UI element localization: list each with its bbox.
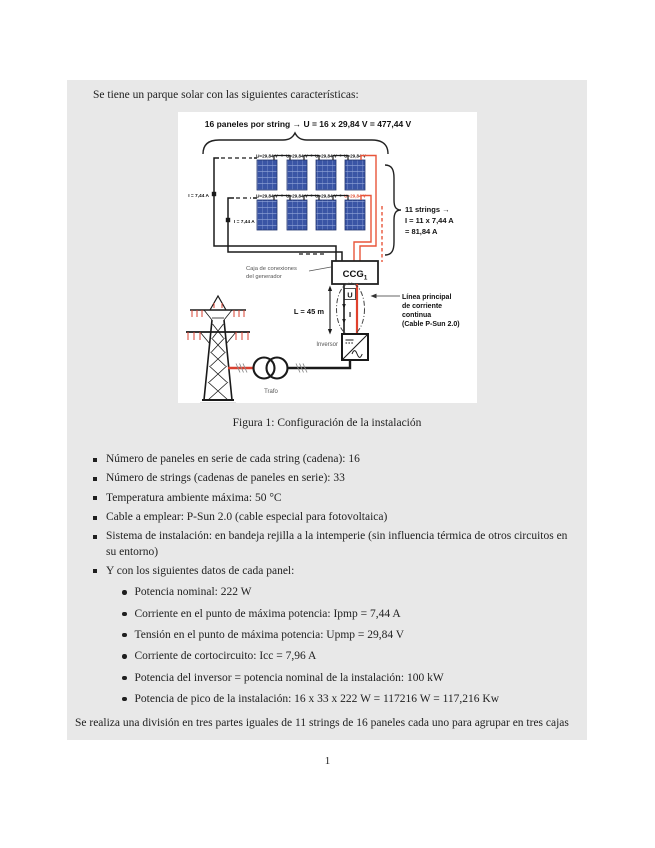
square-bullet-icon <box>93 496 97 500</box>
string-current-label: I = 7,44 A <box>188 194 209 199</box>
solar-panel <box>345 160 365 190</box>
list-item-text: Número de strings (cadenas de paneles en serie): 33 <box>106 472 345 485</box>
dc-line-label-4: (Cable P-Sun 2.0) <box>402 321 460 328</box>
square-bullet-icon <box>93 569 97 573</box>
page-number: 1 <box>324 755 331 767</box>
list-item <box>93 564 577 579</box>
panel-voltage-label-red: U=29,84 V <box>344 193 366 199</box>
cable-length-label: L = 45 m <box>293 307 324 316</box>
list-item <box>122 671 577 686</box>
callout-arrow <box>371 294 377 299</box>
i-label: I <box>348 310 352 319</box>
round-bullet-icon <box>122 590 127 595</box>
list-item-text: Tensión en el punto de máxima potencia: Upmp = 29,84 V <box>134 628 405 641</box>
figure-title: 16 paneles por string → U = 16 x 29,84 V = 477,44 V <box>204 119 412 129</box>
ccg-label: $CCG_1$ <box>342 269 368 282</box>
junction-label-leader <box>309 267 331 271</box>
list-item-text: Temperatura ambiente máxima: 50 °C <box>106 491 282 504</box>
panel-voltage-label: U=29,84 V <box>256 153 278 159</box>
round-bullet-icon <box>122 612 127 617</box>
list-item-text: Potencia nominal: 222 W <box>134 586 252 599</box>
round-bullet-icon <box>122 676 127 681</box>
solar-panel <box>257 200 277 230</box>
list-item <box>122 649 577 664</box>
strings-total-line2: I = 11 x 7,44 A <box>405 216 454 225</box>
strings-brace <box>385 165 401 255</box>
list-item-text: Cable a emplear: P-Sun 2.0 (cable especial para fotovoltaica) <box>106 511 388 524</box>
list-item <box>122 585 577 600</box>
dc-line-label-1: Línea principal <box>402 294 452 301</box>
transmission-tower-graphic <box>186 296 250 403</box>
length-arrow-top <box>328 286 332 292</box>
transformer-coil-1 <box>254 358 275 379</box>
u-label: U <box>347 290 353 300</box>
round-bullet-icon <box>122 697 127 702</box>
junction-box-label-line2: del generador <box>246 274 282 280</box>
round-bullet-icon <box>122 633 127 638</box>
list-item-text: Sistema de instalación: en bandeja rejilla a la intemperie (sin influencia térmica de otros circuitos en su entorno) <box>106 530 568 558</box>
strings-total-line3: = 81,84 A <box>405 227 438 236</box>
length-arrow-bottom <box>328 329 332 335</box>
ac-black-line <box>288 360 351 368</box>
solar-panel <box>345 200 365 230</box>
round-bullet-icon <box>122 654 127 659</box>
inverter-label: Inversor <box>316 342 338 348</box>
list-item <box>93 529 577 559</box>
list-item <box>93 510 577 525</box>
current-arrow <box>342 319 346 324</box>
spec-list <box>93 452 577 579</box>
square-bullet-icon <box>93 477 97 481</box>
dc-line-label-3: continua <box>402 312 432 319</box>
list-item-text: Potencia de pico de la instalación: 16 x 33 x 222 W = 117216 W = 117,216 Kw <box>134 692 500 705</box>
intro-paragraph: Se tiene un parque solar con las siguientes características: <box>93 89 359 101</box>
list-item-text: Número de paneles en serie de cada string (cadena): 16 <box>106 453 360 465</box>
list-item <box>93 452 577 467</box>
current-junction-mark <box>212 192 216 196</box>
list-item-text: Y con los siguientes datos de cada panel: <box>106 564 295 577</box>
current-arrow <box>342 304 346 309</box>
solar-park-diagram <box>178 112 477 403</box>
strings-total-line1: 11 strings → <box>405 205 450 214</box>
solar-panel <box>287 160 307 190</box>
panel-voltage-label: U=29,84 V <box>286 193 308 199</box>
square-bullet-icon <box>93 535 97 539</box>
solar-panel <box>316 200 336 230</box>
panel-voltage-label: U=29,84 V <box>315 153 337 159</box>
line-break-hatch <box>296 364 307 373</box>
current-junction-mark <box>226 218 230 222</box>
list-item-text: Potencia del inversor = potencia nominal de la instalación: 100 kW <box>134 671 444 684</box>
figure-installation-diagram <box>178 112 477 403</box>
list-item <box>93 471 577 486</box>
list-item-text: Corriente en el punto de máxima potencia: Ipmp = 7,44 A <box>134 607 401 620</box>
panel-voltage-label: U=29,84 V <box>344 153 366 159</box>
specification-lists <box>93 452 577 713</box>
transformer-label: Trafo <box>264 389 278 395</box>
solar-panel <box>257 160 277 190</box>
panel-voltage-label: U=29,84 V <box>256 193 278 199</box>
square-bullet-icon <box>93 516 97 520</box>
square-bullet-icon <box>93 458 97 462</box>
dc-line-label-2: de corriente <box>402 303 443 310</box>
list-item <box>122 607 577 622</box>
transformer-coil-2 <box>267 358 288 379</box>
string-brace <box>203 133 388 154</box>
panel-row-1 <box>257 160 365 190</box>
solar-panel <box>287 200 307 230</box>
closing-paragraph: Se realiza una división en tres partes iguales de 11 strings de 16 paneles cada uno para agrupar en tres cajas <box>75 717 569 729</box>
panel-data-list <box>122 585 577 707</box>
list-item <box>122 692 577 707</box>
page-content-sheet <box>67 80 587 740</box>
solar-panel <box>316 160 336 190</box>
panel-voltage-label: U=29,84 V <box>286 153 308 159</box>
tower-insulators <box>188 303 248 340</box>
list-item <box>122 628 577 643</box>
string-current-label: I = 7,44 A <box>234 220 255 225</box>
panel-voltage-label: U=29,84 V <box>315 193 337 199</box>
junction-box-label-line1: Caja de conexiones <box>246 266 297 272</box>
figure-caption: Figura 1: Configuración de la instalación <box>232 417 422 429</box>
list-item-text: Corriente de cortocircuito: Icc = 7,96 A <box>134 650 317 663</box>
line-break-hatch <box>236 364 247 373</box>
list-item <box>93 491 577 506</box>
panel-row-2 <box>257 200 365 230</box>
